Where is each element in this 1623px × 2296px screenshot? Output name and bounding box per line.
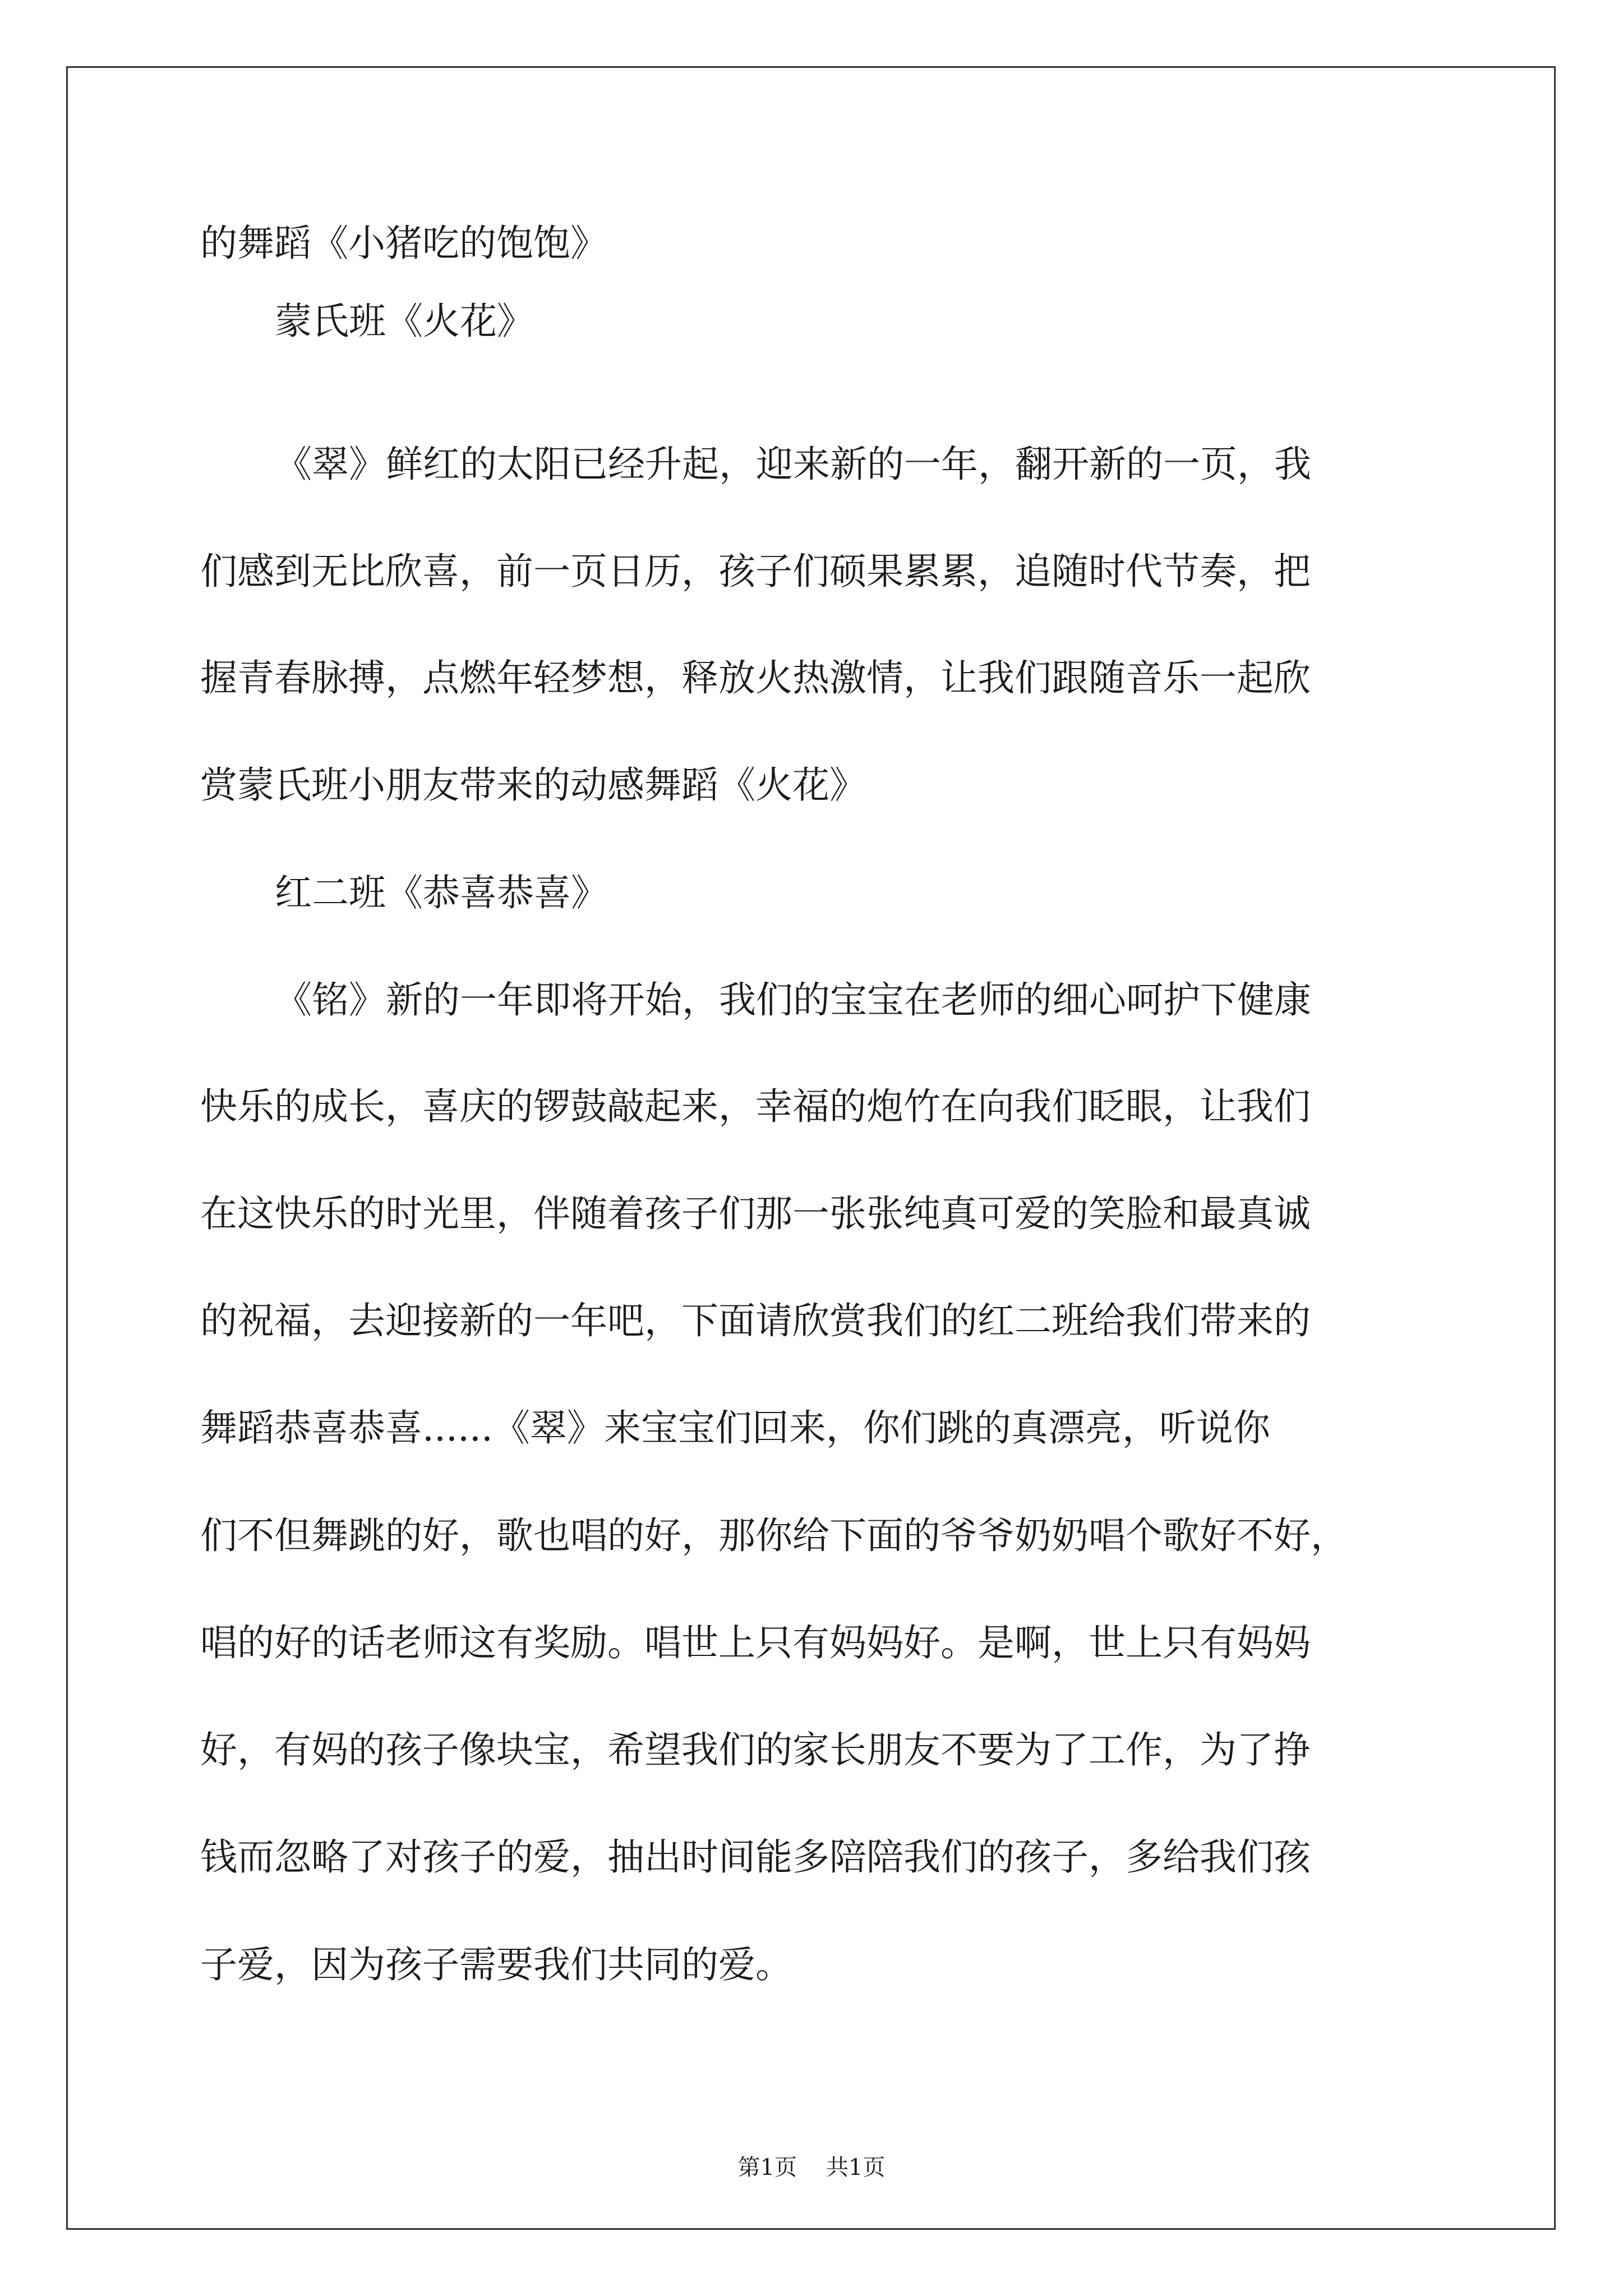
text-line-10: 在这快乐的时光里，伴随着孩子们那一张张纯真可爱的笑脸和最真诚 [200, 1192, 1311, 1235]
text-line-8: 《铭》新的一年即将开始，我们的宝宝在老师的细心呵护下健康 [275, 978, 1311, 1022]
text-line-2: 蒙氏班《火花》 [275, 300, 534, 343]
text-line-9: 快乐的成长，喜庆的锣鼓敲起来，幸福的炮竹在向我们眨眼，让我们 [200, 1085, 1311, 1128]
text-line-7: 红二班《恭喜恭喜》 [275, 871, 608, 914]
text-line-1: 的舞蹈《小猪吃的饱饱》 [200, 222, 607, 265]
text-line-13: 们不但舞跳的好，歌也唱的好，那你给下面的爷爷奶奶唱个歌好不好， [200, 1514, 1348, 1557]
page-border [66, 66, 1556, 2230]
text-line-4: 们感到无比欣喜，前一页日历，孩子们硕果累累，追随时代节奏，把 [200, 550, 1311, 593]
text-line-11: 的祝福，去迎接新的一年吧，下面请欣赏我们的红二班给我们带来的 [200, 1299, 1311, 1342]
text-line-12: 舞蹈恭喜恭喜......《翠》来宝宝们回来，你们跳的真漂亮，听说你 [200, 1406, 1270, 1450]
text-line-3: 《翠》鲜红的太阳已经升起，迎来新的一年，翻开新的一页，我 [275, 443, 1311, 486]
text-line-6: 赏蒙氏班小朋友带来的动感舞蹈《火花》 [200, 763, 866, 807]
text-line-15: 好，有妈的孩子像块宝，希望我们的家长朋友不要为了工作，为了挣 [200, 1728, 1311, 1772]
text-line-17: 子爱，因为孩子需要我们共同的爱。 [200, 1943, 792, 1986]
page-footer [0, 2156, 1623, 2179]
text-line-16: 钱而忽略了对孩子的爱，抽出时间能多陪陪我们的孩子，多给我们孩 [200, 1835, 1311, 1879]
text-line-5: 握青春脉搏，点燃年轻梦想，释放火热激情，让我们跟随音乐一起欣 [200, 656, 1311, 700]
page-number-total: 共1页 [826, 2155, 886, 2180]
page-number-current: 第1页 [737, 2155, 797, 2180]
text-line-14: 唱的好的话老师这有奖励。唱世上只有妈妈好。是啊，世上只有妈妈 [200, 1621, 1311, 1664]
